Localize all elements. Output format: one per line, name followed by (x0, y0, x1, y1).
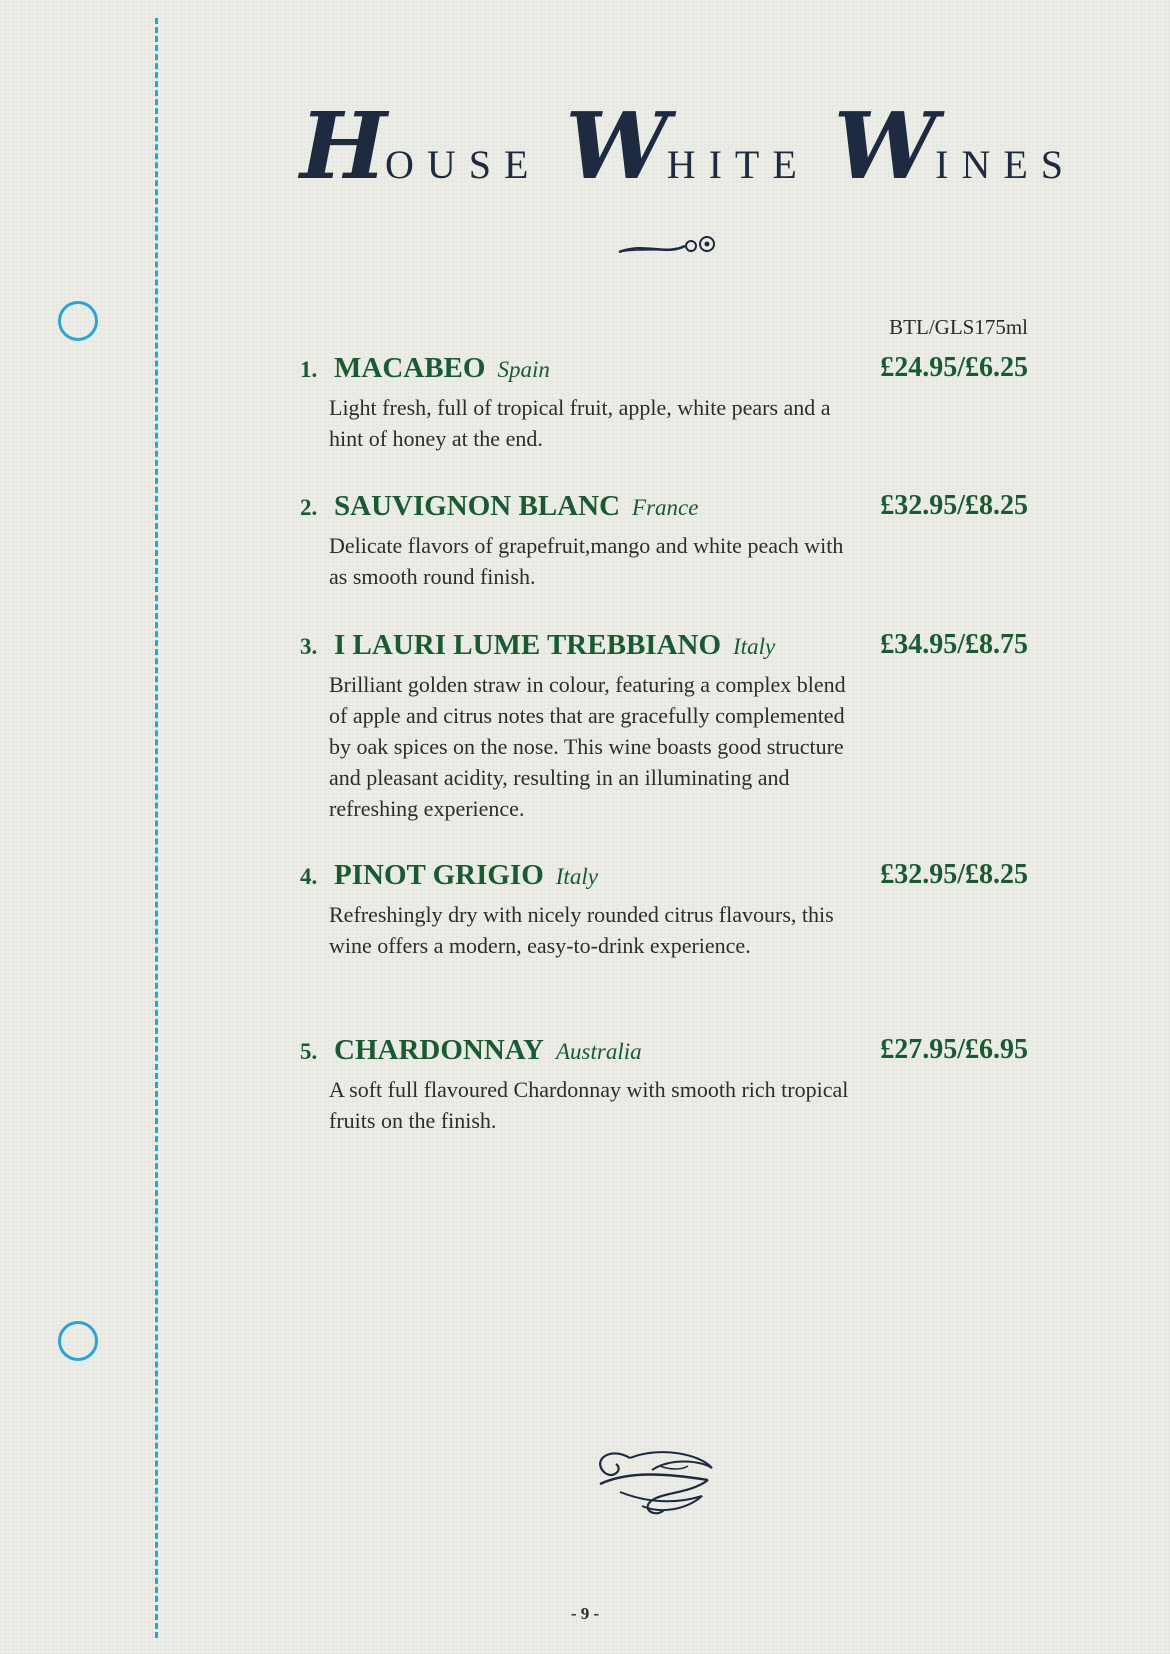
wine-origin: France (632, 495, 699, 520)
wine-item (300, 490, 1028, 592)
wine-name: PINOT GRIGIO (334, 859, 544, 891)
wine-number: 1. (300, 357, 318, 382)
wine-name: SAUVIGNON BLANC (334, 490, 621, 522)
flourish-divider-icon (615, 232, 719, 264)
wine-description: Brilliant golden straw in colour, featuring a complex blend of apple and citrus notes that are gracefully complemented by oak spices on the nose. This wine boasts good structure and pleasant acidity, resulting in an illuminating and refreshing experience. (329, 672, 846, 821)
wine-price: £24.95/£6.25 (880, 352, 1028, 383)
wine-number: 5. (300, 1039, 318, 1064)
wine-item (300, 1034, 1028, 1136)
wine-header (300, 352, 1028, 392)
wine-price: £32.95/£8.25 (880, 490, 1028, 521)
wine-item (300, 629, 1028, 824)
swirl-ornament-icon (590, 1440, 720, 1520)
wine-number: 4. (300, 864, 318, 889)
wine-name: MACABEO (334, 352, 486, 384)
wine-price: £32.95/£8.25 (880, 859, 1028, 890)
binder-dashed-line (155, 18, 158, 1638)
title-initial: H (300, 92, 385, 200)
wine-item (300, 859, 1028, 961)
wine-description: Light fresh, full of tropical fruit, apple, white pears and a hint of honey at the end. (329, 395, 831, 451)
wine-description: Delicate flavors of grapefruit,mango and white peach with as smooth round finish. (329, 533, 844, 589)
title-initial: W (565, 92, 667, 200)
binder-ring-icon (58, 1321, 98, 1361)
wine-name: CHARDONNAY (334, 1034, 544, 1066)
page-number: - 9 - (570, 1604, 600, 1623)
wine-origin: Italy (555, 864, 598, 889)
wine-origin: Australia (556, 1039, 642, 1064)
wine-description: A soft full flavoured Chardonnay with smooth rich tropical fruits on the finish. (329, 1077, 849, 1133)
wine-origin: Italy (733, 634, 776, 659)
page-title (300, 92, 1077, 200)
wine-header (300, 1034, 1028, 1074)
wine-price: £27.95/£6.95 (880, 1034, 1028, 1065)
wine-origin: Spain (497, 357, 550, 382)
wine-name: I LAURI LUME TREBBIANO (334, 629, 722, 661)
wine-header (300, 629, 1028, 669)
title-word: INES (935, 142, 1077, 187)
wine-header (300, 859, 1028, 899)
title-word: OUSE (384, 142, 542, 187)
wine-number: 2. (300, 495, 318, 520)
title-word: HITE (666, 142, 810, 187)
wine-price: £34.95/£8.75 (880, 629, 1028, 660)
wine-header (300, 490, 1028, 530)
column-header-bottle-glass: BTL/GLS175ml (889, 315, 1028, 339)
wine-number: 3. (300, 634, 318, 659)
binder-ring-icon (58, 301, 98, 341)
wine-item (300, 352, 1028, 454)
wine-description: Refreshingly dry with nicely rounded citrus flavours, this wine offers a modern, easy-to-drink experience. (329, 902, 834, 958)
title-initial: W (833, 92, 936, 200)
